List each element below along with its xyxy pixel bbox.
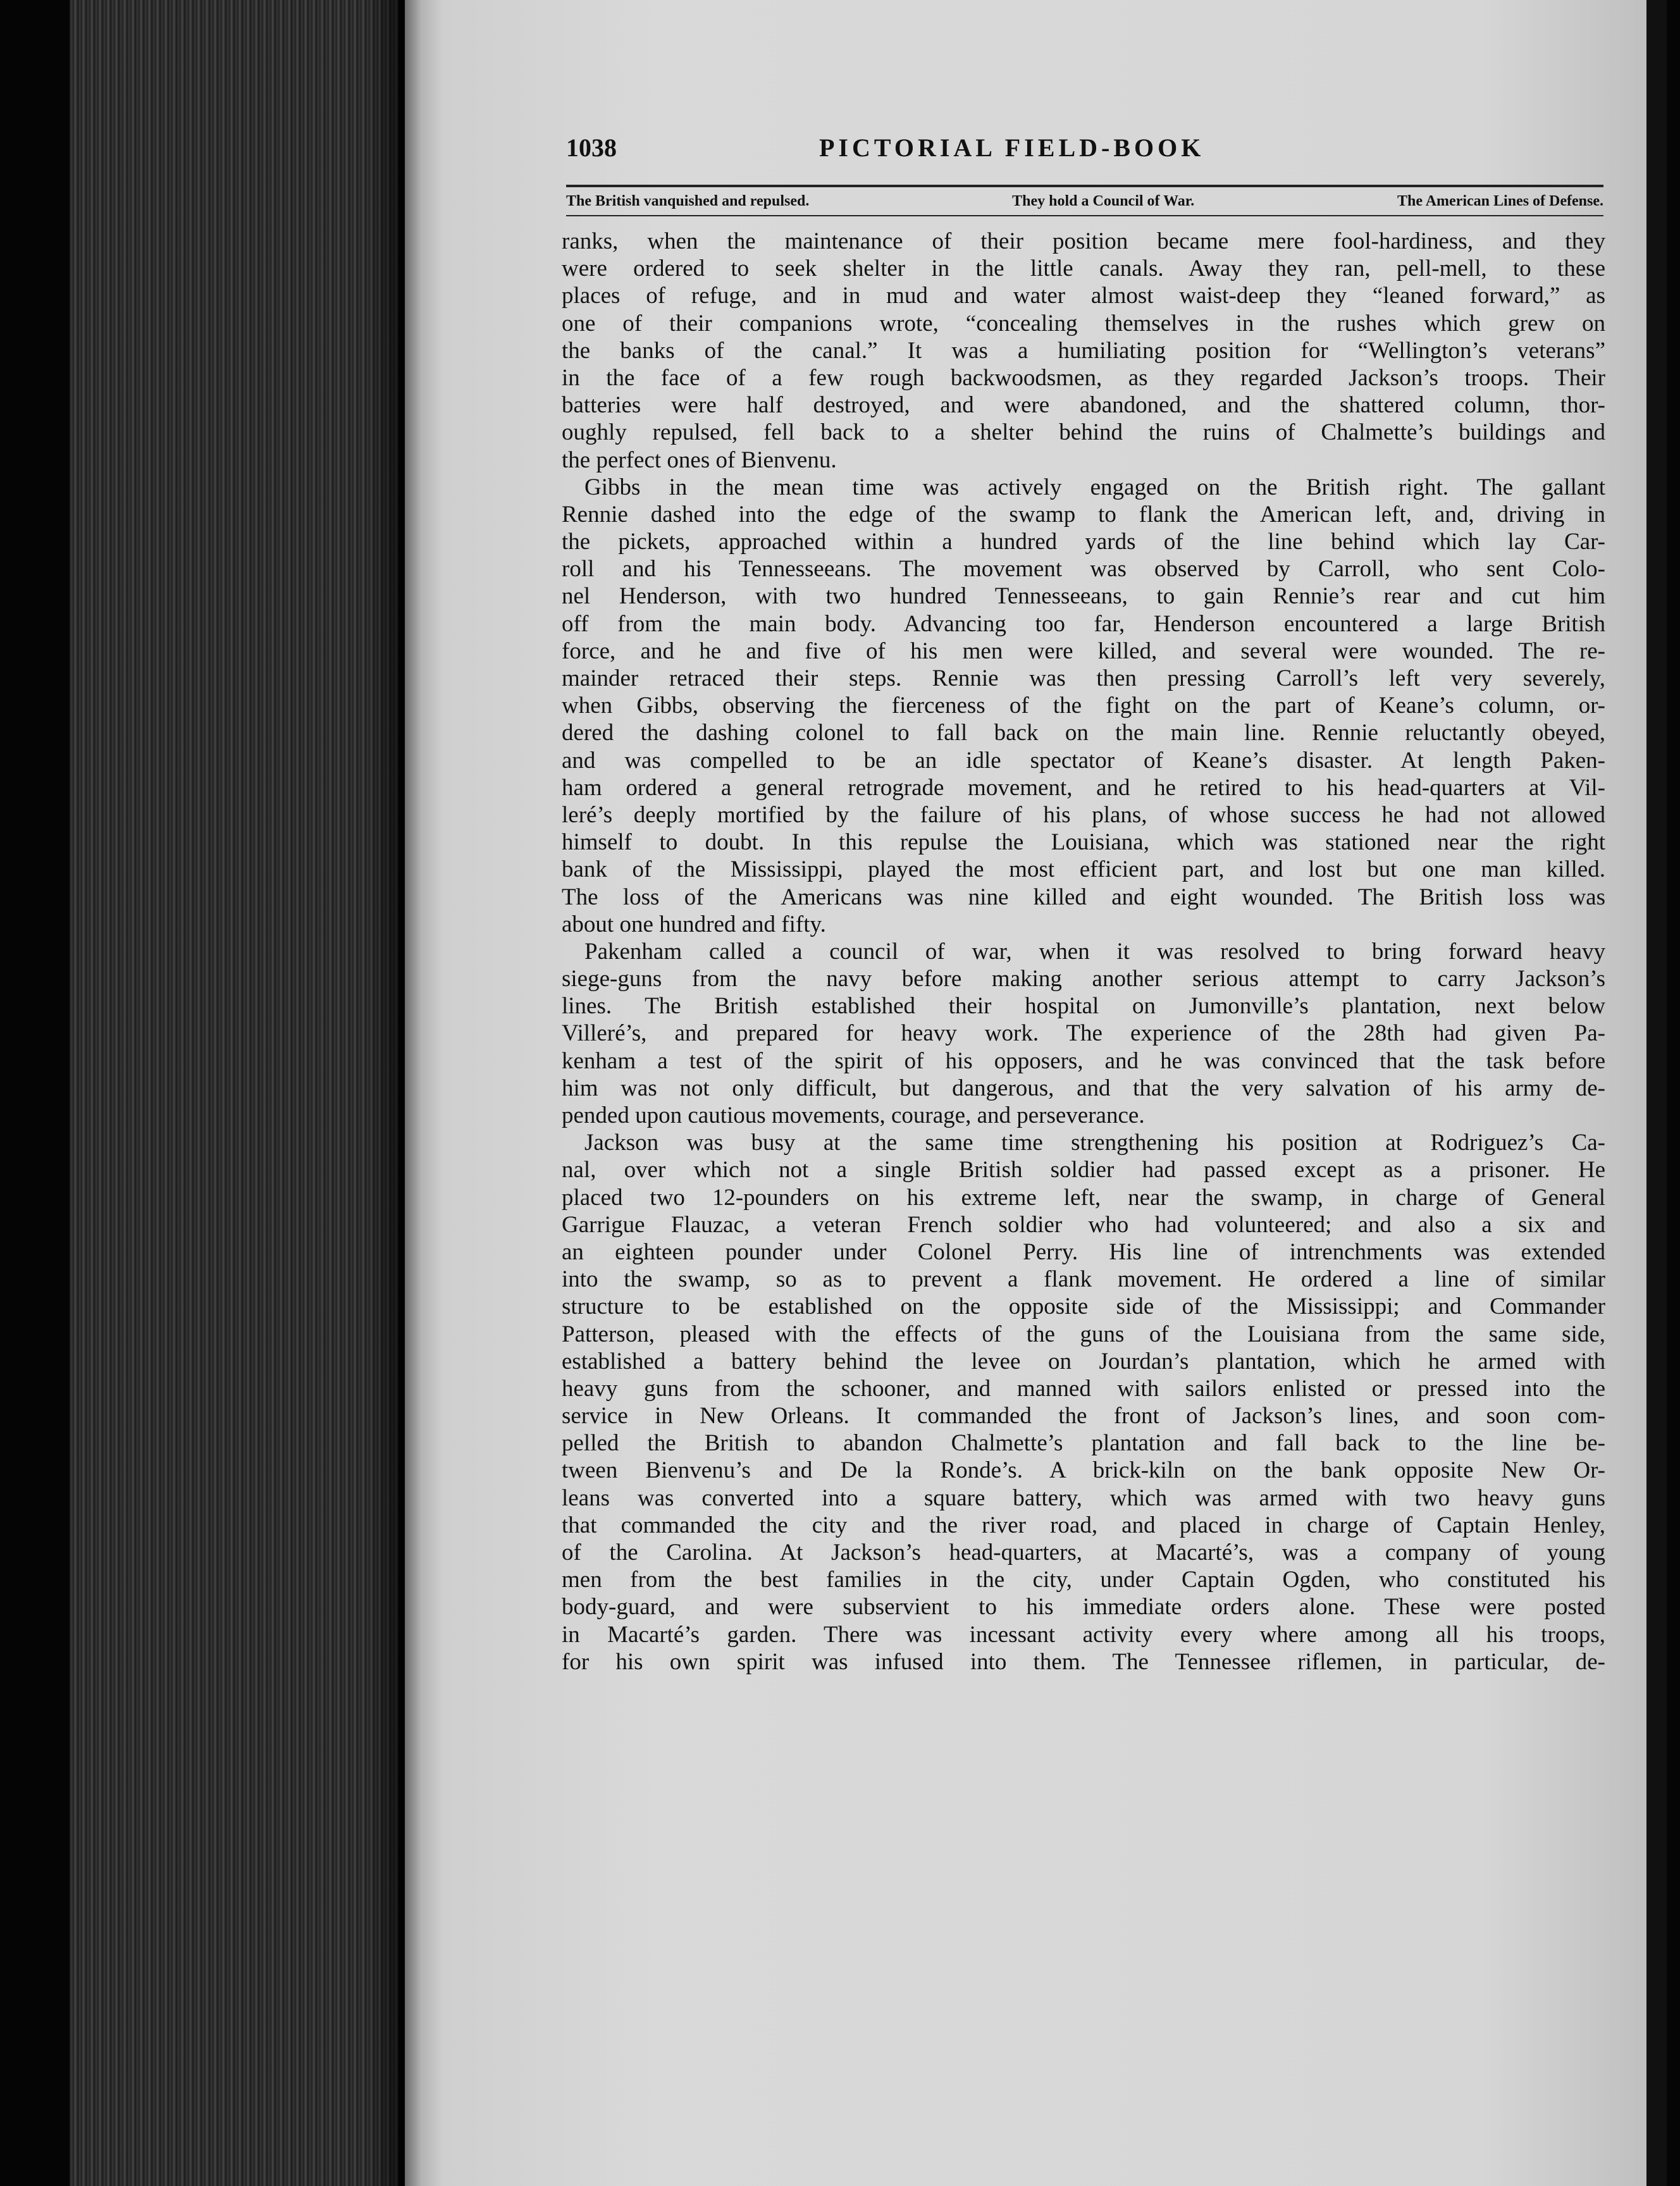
text-line: the pickets, approached within a hundred yards of the line behind which lay Car- xyxy=(562,529,1605,555)
text-line: Gibbs in the mean time was actively engaged on the British right. The gallant xyxy=(584,474,1605,500)
text-line: siege-guns from the navy before making another serious attempt to carry Jackson’s xyxy=(562,966,1605,992)
text-line: and was compelled to be an idle spectator of Keane’s disaster. At length Paken- xyxy=(562,747,1605,774)
text-line: for his own spirit was infused into them. The Tennessee riflemen, in particular, de- xyxy=(562,1648,1605,1675)
text-line: batteries were half destroyed, and were abandoned, and the shattered column, thor- xyxy=(562,392,1605,419)
text-line: in the face of a few rough backwoodsmen, as they regarded Jackson’s troops. Their xyxy=(562,364,1605,391)
text-line: into the swamp, so as to prevent a flank movement. He ordered a line of similar xyxy=(562,1266,1605,1293)
text-line: Rennie dashed into the edge of the swamp to flank the American left, and, driving in xyxy=(562,501,1605,528)
text-line: off from the main body. Advancing too far, Henderson encountered a large British xyxy=(562,610,1605,637)
text-line: Villeré’s, and prepared for heavy work. The experience of the 28th had given Pa- xyxy=(562,1020,1605,1047)
text-line: places of refuge, and in mud and water almost waist-deep they “leaned forward,” as xyxy=(562,283,1605,309)
text-line: in Macarté’s garden. There was incessant activity every where among all his troops, xyxy=(562,1621,1605,1648)
page-header xyxy=(566,133,1603,171)
text-line: The loss of the Americans was nine killed and eight wounded. The British loss was xyxy=(562,884,1605,910)
text-line: pended upon cautious movements, courage, and perseverance. xyxy=(562,1102,1145,1128)
text-line: the banks of the canal.” It was a humiliating position for “Wellington’s veterans” xyxy=(562,337,1605,364)
text-line: mainder retraced their steps. Rennie was then pressing Carroll’s left very severely, xyxy=(562,665,1605,691)
text-line: when Gibbs, observing the fierceness of the fight on the part of Keane’s column, or- xyxy=(562,693,1605,719)
text-line: body-guard, and were subservient to his immediate orders alone. These were posted xyxy=(562,1594,1605,1621)
text-line: Garrigue Flauzac, a veteran French soldier who had volunteered; and also a six and xyxy=(562,1211,1605,1238)
text-line: lines. The British established their hospital on Jumonville’s plantation, next below xyxy=(562,993,1605,1020)
book-page xyxy=(405,0,1667,2186)
text-line: force, and he and five of his men were killed, and several were wounded. The re- xyxy=(562,638,1605,664)
book-page-edges xyxy=(70,0,398,2186)
subhead-center: They hold a Council of War. xyxy=(1012,192,1195,209)
subhead-right: The American Lines of Defense. xyxy=(1397,192,1603,209)
text-line: leans was converted into a square battery, which was armed with two heavy guns xyxy=(562,1485,1605,1511)
text-line: that commanded the city and the river road, and placed in charge of Captain Henley, xyxy=(562,1512,1605,1538)
text-line: Patterson, pleased with the effects of the guns of the Louisiana from the same side, xyxy=(562,1321,1605,1347)
body-text xyxy=(562,228,1605,1676)
text-line: dered the dashing colonel to fall back on the main line. Rennie reluctantly obeyed, xyxy=(562,720,1605,746)
text-line: oughly repulsed, fell back to a shelter behind the ruins of Chalmette’s buildings and xyxy=(562,419,1605,446)
text-line: bank of the Mississippi, played the most efficient part, and lost but one man killed. xyxy=(562,856,1605,883)
page-fold xyxy=(405,0,423,2186)
text-line: leré’s deeply mortified by the failure of his plans, of whose success he had not allowed xyxy=(562,801,1605,828)
running-title: PICTORIAL FIELD-BOOK xyxy=(819,133,1205,162)
text-line: of the Carolina. At Jackson’s head-quarters, at Macarté’s, was a company of young xyxy=(562,1540,1605,1565)
text-line: nal, over which not a single British soldier had passed except as a prisoner. He xyxy=(562,1157,1605,1183)
text-line: one of their companions wrote, “concealing themselves in the rushes which grew on xyxy=(562,310,1605,337)
text-line: pelled the British to abandon Chalmette’s plantation and fall back to the line be- xyxy=(562,1430,1605,1457)
text-line: nel Henderson, with two hundred Tennesseeans, to gain Rennie’s rear and cut him xyxy=(562,583,1605,610)
text-line: service in New Orleans. It commanded the front of Jackson’s lines, and soon com- xyxy=(562,1403,1605,1430)
text-line: himself to doubt. In this repulse the Louisiana, which was stationed near the right xyxy=(562,829,1605,856)
book-gutter-shadow xyxy=(367,0,405,2186)
text-line: men from the best families in the city, under Captain Ogden, who constituted his xyxy=(562,1567,1605,1593)
text-line: heavy guns from the schooner, and manned with sailors enlisted or pressed into the xyxy=(562,1375,1605,1402)
text-line: Pakenham called a council of war, when it was resolved to bring forward heavy xyxy=(584,938,1605,965)
subhead-left: The British vanquished and repulsed. xyxy=(566,192,810,209)
page-number: 1038 xyxy=(566,133,617,162)
text-line: Jackson was busy at the same time strengthening his position at Rodriguez’s Ca- xyxy=(584,1130,1605,1156)
section-subheads xyxy=(566,185,1603,216)
text-line: established a battery behind the levee on Jourdan’s plantation, which he armed with xyxy=(562,1348,1605,1374)
text-line: tween Bienvenu’s and De la Ronde’s. A brick-kiln on the bank opposite New Or- xyxy=(562,1457,1605,1484)
text-line: ham ordered a general retrograde movement, and he retired to his head-quarters at Vil- xyxy=(562,774,1605,801)
text-line: roll and his Tennesseeans. The movement was observed by Carroll, who sent Colo- xyxy=(562,556,1605,583)
text-line: an eighteen pounder under Colonel Perry. His line of intrenchments was extended xyxy=(562,1238,1605,1265)
text-line: about one hundred and fifty. xyxy=(562,911,826,937)
text-line: placed two 12-pounders on his extreme left, near the swamp, in charge of General xyxy=(562,1184,1605,1211)
text-line: structure to be established on the opposite side of the Mississippi; and Commander xyxy=(562,1294,1605,1320)
next-page-edge xyxy=(1646,0,1667,2186)
text-line: him was not only difficult, but dangerous, and that the very salvation of his army de- xyxy=(562,1075,1605,1101)
text-line: the perfect ones of Bienvenu. xyxy=(562,447,837,473)
text-line: were ordered to seek shelter in the little canals. Away they ran, pell-mell, to these xyxy=(562,256,1605,282)
text-line: kenham a test of the spirit of his opposers, and he was convinced that the task before xyxy=(562,1047,1605,1074)
text-line: ranks, when the maintenance of their position became mere fool-hardiness, and they xyxy=(562,228,1605,254)
